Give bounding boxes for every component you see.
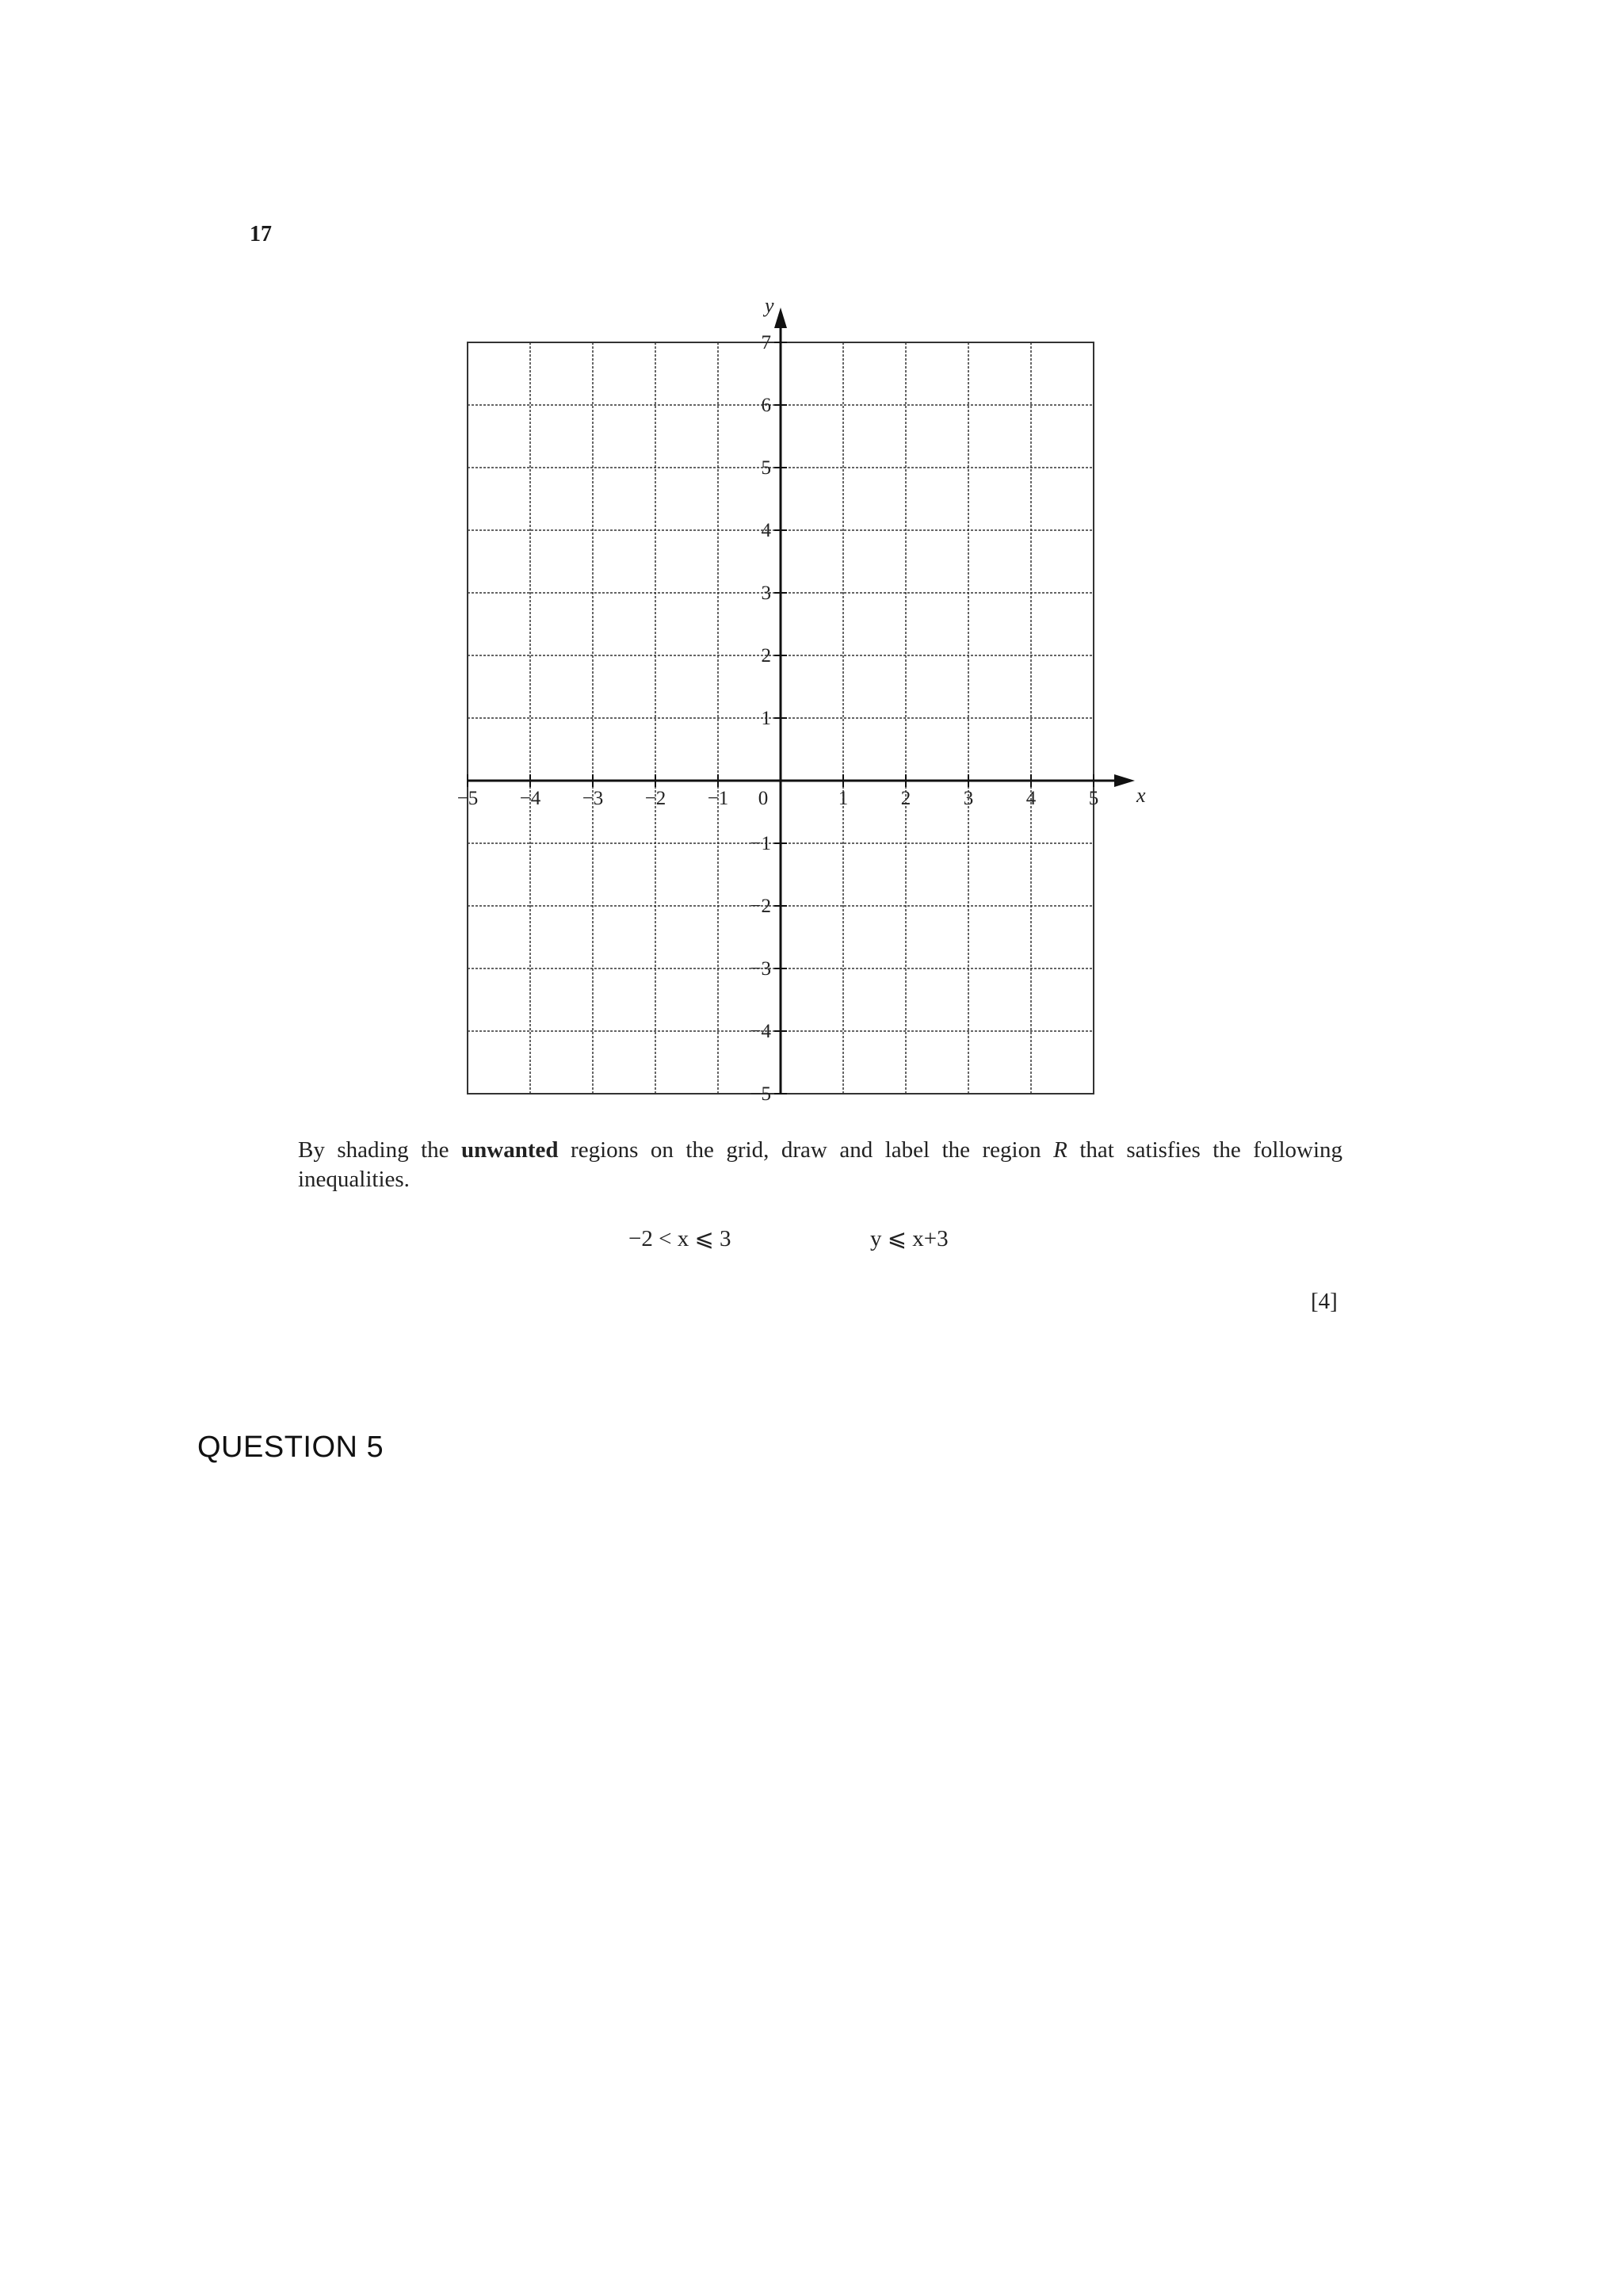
marks-label: [4] [1311, 1289, 1338, 1314]
inequality-line: y ⩽ x+3 [870, 1226, 949, 1251]
instruction-text-post: that satisfies the following inequalities. [298, 1137, 1342, 1192]
x-tick-label: 5 [1088, 788, 1099, 809]
y-tick-label: −5 [750, 1083, 771, 1105]
x-tick-label: 1 [838, 788, 849, 809]
inequality-x-range: −2 < x ⩽ 3 [628, 1226, 731, 1251]
x-tick-label: 4 [1025, 788, 1037, 809]
x-tick-label: 0 [758, 788, 769, 809]
instruction-text-mid: regions on the grid, draw and label the region [558, 1137, 1054, 1163]
x-tick-label: −5 [456, 788, 479, 809]
x-axis-arrow [1114, 774, 1135, 787]
y-tick-label: −2 [750, 896, 771, 917]
instruction-region-variable: R [1053, 1137, 1067, 1163]
y-tick-label: −1 [750, 833, 771, 854]
y-tick-label: 7 [761, 332, 771, 353]
x-tick-label: 3 [963, 788, 974, 809]
x-tick-label: −1 [707, 788, 729, 809]
instruction-text-pre: By shading the [298, 1137, 462, 1163]
y-tick-label: −4 [750, 1021, 771, 1042]
y-tick-label: 5 [761, 457, 771, 479]
axes [468, 308, 1135, 1094]
x-tick-label: −3 [582, 788, 604, 809]
question-number: 17 [250, 222, 272, 246]
y-tick-label: 3 [761, 583, 771, 604]
y-tick-label: 2 [761, 645, 771, 667]
x-axis-label: x [1136, 784, 1146, 807]
y-tick-label: 1 [761, 708, 771, 729]
y-tick-label: 4 [761, 520, 771, 541]
x-tick-labels [457, 788, 1099, 809]
y-axis-label: y [765, 294, 774, 317]
y-axis-arrow [774, 308, 787, 328]
y-tick-label: −3 [750, 958, 771, 980]
y-tick-label: 6 [761, 395, 771, 416]
x-tick-label: −4 [519, 788, 541, 809]
section-label: QUESTION 5 [197, 1431, 384, 1464]
x-tick-label: 2 [900, 788, 911, 809]
x-tick-label: −2 [644, 788, 666, 809]
instruction-emphasis: unwanted [461, 1137, 559, 1163]
question-instruction [298, 1136, 1342, 1194]
coordinate-grid [444, 285, 1157, 1110]
